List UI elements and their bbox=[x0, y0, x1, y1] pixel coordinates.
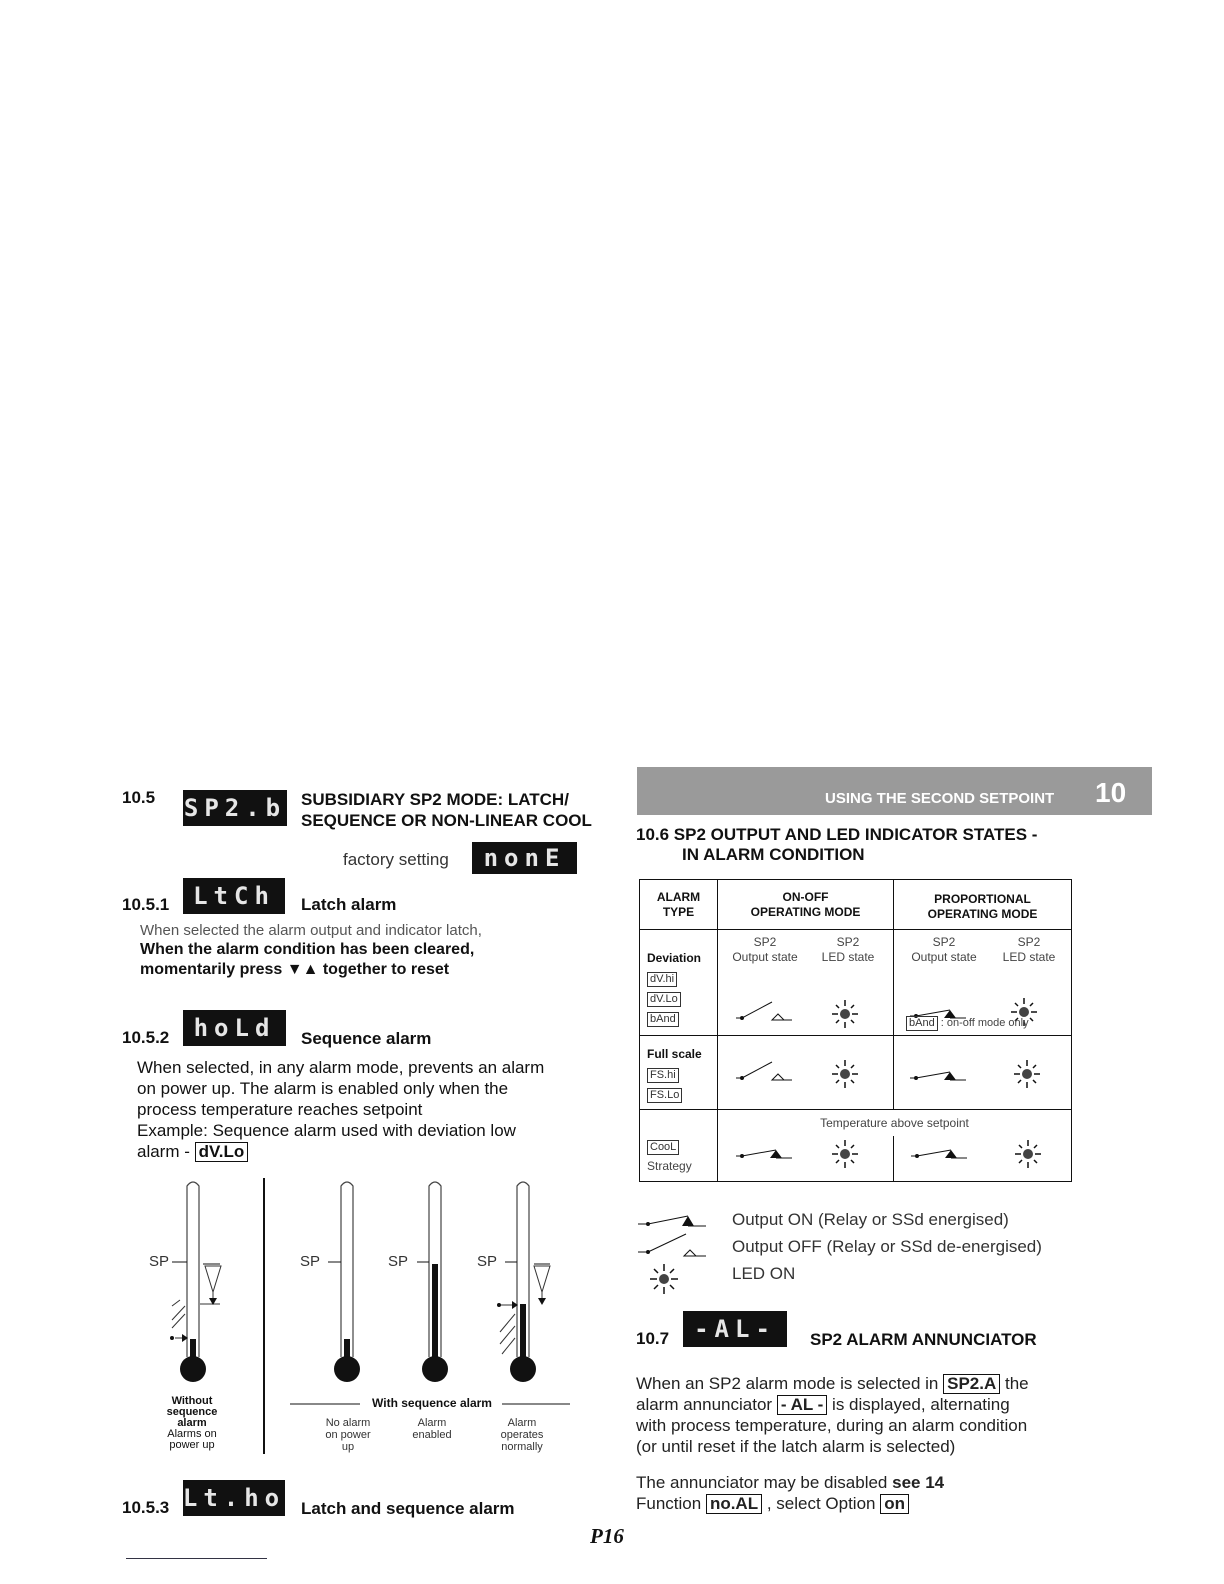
code-box-sp2a: SP2.A bbox=[943, 1374, 1000, 1394]
header-text: PROPORTIONAL bbox=[934, 892, 1031, 906]
strategy-label: Strategy bbox=[647, 1159, 692, 1173]
row-fullscale-type bbox=[640, 1036, 718, 1110]
cell-fullscale-proportional bbox=[894, 1036, 1072, 1110]
caption-line: enabled bbox=[412, 1429, 452, 1441]
title-line-1: SUBSIDIARY SP2 MODE: LATCH/ bbox=[301, 790, 569, 809]
lcd-display-ltho: Lt.ho bbox=[183, 1480, 285, 1516]
annunciator-line-2 bbox=[636, 1394, 1029, 1415]
caption-alarm-enabled bbox=[396, 1417, 468, 1441]
section-title-latch-sequence: Latch and sequence alarm bbox=[301, 1499, 515, 1518]
type-label: Full scale bbox=[647, 1047, 702, 1061]
sequence-alarm-description bbox=[137, 1057, 544, 1162]
text-segment: The annunciator may be disabled bbox=[636, 1473, 888, 1492]
header-text: TYPE bbox=[662, 905, 695, 919]
sp2-label: SP2 bbox=[753, 935, 777, 949]
caption-line: on power bbox=[325, 1429, 371, 1441]
section-title-latch-alarm: Latch alarm bbox=[301, 895, 397, 914]
led-on-icon bbox=[1013, 1138, 1043, 1170]
band-note-text: : on-off mode only bbox=[940, 1017, 1029, 1029]
latch-text-line-1: When selected the alarm output and indicator latch, bbox=[140, 922, 482, 939]
sequence-text-line: Example: Sequence alarm used with deviation low bbox=[137, 1121, 516, 1140]
led-on-icon bbox=[830, 1058, 860, 1090]
sp2-label: SP2 bbox=[932, 935, 956, 949]
latch-text-line-2: When the alarm condition has been cleared, bbox=[140, 941, 475, 958]
section-title-10-6 bbox=[636, 825, 1037, 865]
chapter-title: USING THE SECOND SETPOINT bbox=[825, 790, 1055, 807]
states-table bbox=[639, 879, 1072, 1182]
caption-no-alarm bbox=[310, 1417, 386, 1453]
title-line-2: IN ALARM CONDITION bbox=[682, 845, 865, 864]
footnote-rule bbox=[126, 1558, 267, 1559]
caption-alarm-operates bbox=[486, 1417, 558, 1453]
caption-line: operates bbox=[500, 1429, 544, 1441]
without-sequence-caption bbox=[150, 1396, 234, 1451]
code-box-noal: no.AL bbox=[706, 1494, 762, 1514]
code-box-dvlo: dV.Lo bbox=[195, 1142, 249, 1162]
text-segment: When an SP2 alarm mode is selected in bbox=[636, 1374, 939, 1393]
page-number: P16 bbox=[590, 1524, 624, 1548]
sequence-text-line: When selected, in any alarm mode, prevents an alarm bbox=[137, 1058, 545, 1077]
annunciator-description bbox=[636, 1373, 1029, 1514]
caption-line: Alarm bbox=[417, 1417, 447, 1429]
legend-switch-off-icon bbox=[638, 1232, 708, 1258]
text-segment: alarm annunciator bbox=[636, 1395, 773, 1414]
annunciator-line-5 bbox=[636, 1472, 1029, 1493]
led-state-label: LED state bbox=[821, 950, 875, 964]
code-box: FS.Lo bbox=[647, 1088, 682, 1103]
sequence-text-line: process temperature reaches setpoint bbox=[137, 1100, 423, 1119]
section-number-10-5-2: 10.5.2 bbox=[122, 1028, 170, 1047]
caption-line: alarm bbox=[177, 1417, 207, 1429]
code-box: dV.Lo bbox=[647, 992, 681, 1007]
led-on-icon bbox=[830, 998, 860, 1030]
temperature-above-label: Temperature above setpoint bbox=[820, 1116, 969, 1130]
annunciator-line-6 bbox=[636, 1493, 1029, 1514]
cross-reference: see 14 bbox=[892, 1473, 945, 1492]
output-state-label: Output state bbox=[911, 950, 977, 964]
switch-closed-icon bbox=[911, 1142, 967, 1166]
cell-deviation-onoff bbox=[718, 930, 894, 1036]
cool-divider bbox=[893, 1136, 894, 1182]
section-number-10-5-3: 10.5.3 bbox=[122, 1498, 170, 1517]
caption-line: Without bbox=[171, 1395, 213, 1407]
sequence-text-line: on power up. The alarm is enabled only when the bbox=[137, 1079, 509, 1098]
alarm-prefix: alarm - bbox=[137, 1142, 195, 1161]
chapter-banner bbox=[637, 767, 1152, 815]
sp-label: SP bbox=[300, 1253, 321, 1270]
row-cool-type bbox=[640, 1110, 718, 1182]
switch-open-icon bbox=[736, 1058, 792, 1088]
annunciator-line-3: with process temperature, during an alarm condition bbox=[636, 1416, 1028, 1435]
factory-setting-label: factory setting bbox=[343, 850, 449, 869]
cell-cool-states bbox=[718, 1110, 1072, 1182]
header-onoff bbox=[718, 880, 894, 930]
caption-line: Alarm bbox=[507, 1417, 537, 1429]
title-line-2: SEQUENCE OR NON-LINEAR COOL bbox=[301, 811, 592, 830]
header-text: ALARM bbox=[656, 890, 701, 904]
section-number-10-7: 10.7 bbox=[636, 1329, 670, 1348]
sp-label: SP bbox=[149, 1253, 170, 1270]
lcd-display-none: nonE bbox=[472, 842, 577, 874]
caption-line: normally bbox=[501, 1441, 543, 1453]
legend-output-off: Output OFF (Relay or SSd de-energised) bbox=[732, 1237, 1042, 1256]
code-box: bAnd bbox=[906, 1016, 938, 1031]
caption-line: up bbox=[341, 1441, 355, 1453]
legend-led-icon bbox=[648, 1262, 680, 1296]
header-text: OPERATING MODE bbox=[927, 907, 1038, 921]
sp2-label: SP2 bbox=[1017, 935, 1041, 949]
type-label: Deviation bbox=[647, 951, 702, 965]
header-alarm-type bbox=[640, 880, 718, 930]
row-deviation-type bbox=[640, 930, 718, 1036]
header-text: ON-OFF bbox=[782, 890, 829, 904]
annunciator-line-1 bbox=[636, 1373, 1029, 1394]
code-box-on: on bbox=[880, 1494, 909, 1514]
led-on-icon bbox=[830, 1138, 860, 1170]
switch-open-icon bbox=[736, 998, 792, 1028]
section-title-annunciator: SP2 ALARM ANNUNCIATOR bbox=[810, 1330, 1037, 1349]
code-box: bAnd bbox=[647, 1012, 679, 1027]
led-state-label: LED state bbox=[1002, 950, 1056, 964]
led-on-icon bbox=[1012, 1058, 1042, 1090]
caption-line: No alarm bbox=[325, 1417, 371, 1429]
lcd-display-ltch: LtCh bbox=[183, 878, 285, 914]
code-box: CooL bbox=[647, 1140, 679, 1155]
text-segment: is displayed, alternating bbox=[832, 1395, 1010, 1414]
section-title-sequence-alarm: Sequence alarm bbox=[301, 1029, 432, 1048]
sp-label: SP bbox=[477, 1253, 498, 1270]
sequence-text-last-line bbox=[137, 1141, 544, 1162]
latch-text-line-3: momentarily press ▼▲ together to reset bbox=[140, 961, 450, 978]
section-title-10-5 bbox=[301, 789, 592, 831]
latch-reset-instruction bbox=[140, 940, 474, 980]
legend-led-on: LED ON bbox=[732, 1264, 796, 1283]
sp-label: SP bbox=[388, 1253, 409, 1270]
legend-output-on: Output ON (Relay or SSd energised) bbox=[732, 1210, 1009, 1229]
section-number-10-5: 10.5 bbox=[122, 788, 156, 807]
caption-line: sequence bbox=[166, 1406, 218, 1418]
lcd-display-sp2b: SP2.b bbox=[183, 790, 287, 826]
title-line-1: 10.6 SP2 OUTPUT AND LED INDICATOR STATES - bbox=[636, 825, 1038, 844]
header-text: OPERATING MODE bbox=[750, 905, 861, 919]
cell-fullscale-onoff bbox=[718, 1036, 894, 1110]
text-segment: the bbox=[1004, 1374, 1029, 1393]
with-sequence-caption: With sequence alarm bbox=[372, 1396, 492, 1410]
chapter-number: 10 bbox=[1095, 777, 1127, 808]
output-state-label: Output state bbox=[732, 950, 798, 964]
caption-line: power up bbox=[169, 1439, 215, 1451]
lcd-display-hold: hoLd bbox=[183, 1010, 286, 1046]
cell-deviation-proportional bbox=[894, 930, 1072, 1036]
lcd-display-al: -AL- bbox=[683, 1311, 787, 1347]
sp2-label: SP2 bbox=[836, 935, 860, 949]
code-box: dV.hi bbox=[647, 972, 677, 987]
caption-line: Alarms on bbox=[167, 1428, 217, 1440]
header-proportional bbox=[894, 880, 1072, 930]
switch-closed-icon bbox=[910, 1064, 966, 1088]
legend-switch-on-icon bbox=[638, 1208, 708, 1234]
text-segment: Function bbox=[636, 1494, 702, 1513]
section-number-10-5-1: 10.5.1 bbox=[122, 895, 170, 914]
code-box-al: - AL - bbox=[777, 1395, 828, 1415]
band-note bbox=[906, 1016, 1029, 1031]
annunciator-line-4: (or until reset if the latch alarm is selected) bbox=[636, 1437, 956, 1456]
text-segment: , select Option bbox=[766, 1494, 876, 1513]
code-box: FS.hi bbox=[647, 1068, 679, 1083]
switch-closed-icon bbox=[736, 1142, 792, 1166]
